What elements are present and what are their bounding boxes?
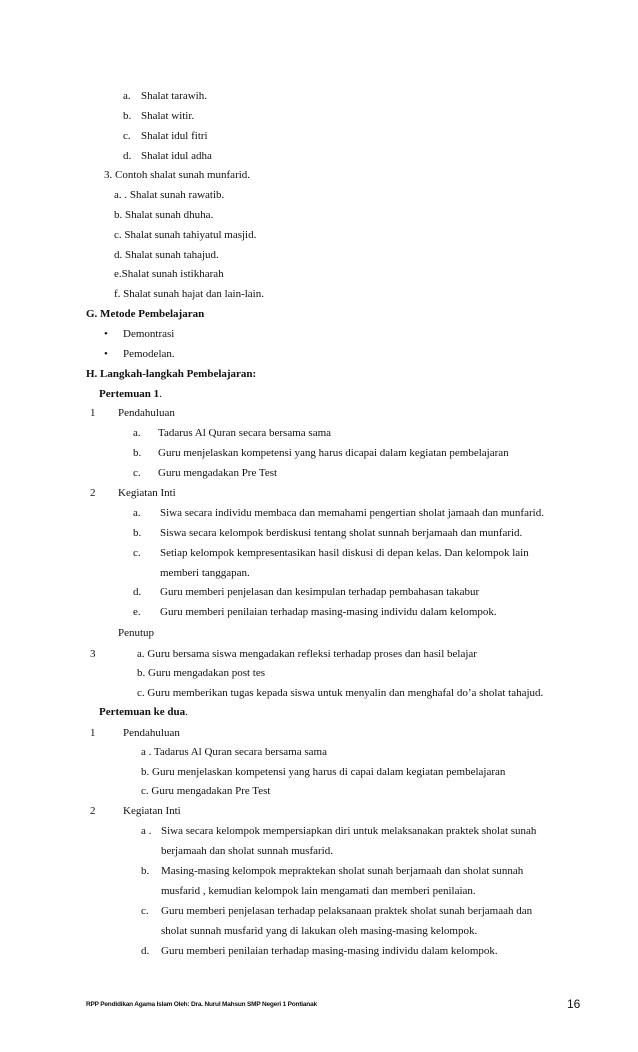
list-marker: a. [133,507,141,519]
list-marker: b. [133,527,142,539]
bullet-icon: • [104,328,108,340]
step-number: 2 [90,805,96,817]
section-heading: H. Langkah-langkah Pembelajaran: [86,368,257,380]
bullet-icon: • [104,348,108,360]
list-marker: a. [133,427,141,439]
list-item: e.Shalat sunah istikharah [114,268,224,280]
step-title: Pendahuluan [123,727,180,739]
list-item-continuation: musfarid , kemudian kelompok lain mengamati dan memberi penilaian. [161,885,476,897]
list-item: Tadarus Al Quran secara bersama sama [158,427,332,439]
step-number: 3 [90,648,96,660]
list-marker: c. [133,547,141,559]
list-item: Setiap kelompok kempresentasikan hasil diskusi di depan kelas. Dan kelompok lain [160,547,529,559]
list-item: Guru menjelaskan kompetensi yang harus dicapai dalam kegiatan pembelajaran [158,447,509,459]
step-title: Penutup [118,627,155,639]
list-item: b. Guru mengadakan post tes [137,667,265,679]
list-marker: b. [133,447,142,459]
list-item: Pemodelan. [123,348,175,360]
meeting-heading [99,387,162,401]
list-marker: b. [141,865,150,877]
list-item: a. . Shalat sunah rawatib. [114,189,225,201]
list-item: Guru memberi penilaian terhadap masing-masing individu dalam kelompok. [160,606,497,618]
list-item: a . Tadarus Al Quran secara bersama sama [141,746,327,758]
page-footer: RPP Pendidikan Agama Islam Oleh: Dra. Nurul Mahsun SMP Negeri 1 Pontianak [86,1001,317,1008]
list-marker: d. [133,586,142,598]
step-number: 1 [90,727,96,739]
list-item: d. Shalat sunah tahajud. [114,249,219,261]
meeting-title: Pertemuan ke dua [99,706,186,718]
list-marker: c. [133,467,141,479]
list-item: Shalat idul adha [141,150,212,162]
list-item: Masing-masing kelompok mepraktekan sholat sunah berjamaah dan sholat sunnah [161,865,524,877]
step-title: Pendahuluan [118,407,175,419]
meeting-heading [99,705,188,719]
list-marker: b. [123,110,132,122]
list-marker: c. [123,130,131,142]
page-number: 16 [567,997,581,1011]
step-title: Kegiatan Inti [123,805,181,817]
step-title: Kegiatan Inti [118,487,176,499]
list-item: f. Shalat sunah hajat dan lain-lain. [114,288,264,300]
section-heading: G. Metode Pembelajaran [86,308,205,320]
list-item: Siwa secara kelompok mempersiapkan diri untuk melaksanakan praktek sholat sunah [161,825,537,837]
list-item: Guru mengadakan Pre Test [158,467,278,479]
meeting-title-period: . [159,388,162,400]
list-item-continuation: sholat sunnah musfarid yang di lakukan oleh masing-masing kelompok. [161,925,478,937]
list-marker: d. [123,150,132,162]
list-marker: c. [141,905,149,917]
list-item: Demontrasi [123,328,175,340]
list-marker: e. [133,606,141,618]
list-item: c. Guru memberikan tugas kepada siswa untuk menyalin dan menghafal do’a sholat tahajud. [137,687,544,699]
list-marker: a. [123,90,131,102]
list-item: 3. Contoh shalat sunah munfarid. [104,169,251,181]
step-number: 2 [90,487,96,499]
list-item-continuation: berjamaah dan sholat sunnah musfarid. [161,845,333,857]
list-item: Guru memberi penjelasan terhadap pelaksanaan praktek sholat sunah berjamaah dan [161,905,533,917]
meeting-title-period: . [185,706,188,718]
list-item: c. Shalat sunah tahiyatul masjid. [114,229,257,241]
list-item: Shalat idul fitri [141,130,208,142]
list-item: Siwa secara individu membaca dan memahami pengertian sholat jamaah dan munfarid. [160,507,544,519]
meeting-title: Pertemuan 1 [99,388,160,400]
list-item: c. Guru mengadakan Pre Test [141,785,271,797]
list-item: Shalat witir. [141,110,195,122]
list-item: Shalat tarawih. [141,90,207,102]
list-marker: d. [141,945,150,957]
list-item: b. Guru menjelaskan kompetensi yang harus di capai dalam kegiatan pembelajaran [141,766,506,778]
list-item: b. Shalat sunah dhuha. [114,209,214,221]
list-item: Guru memberi penilaian terhadap masing-masing individu dalam kelompok. [161,945,498,957]
list-item: Siswa secara kelompok berdiskusi tentang sholat sunnah berjamaah dan munfarid. [160,527,523,539]
list-item: a. Guru bersama siswa mengadakan refleksi terhadap proses dan hasil belajar [137,648,477,660]
list-item-continuation: memberi tanggapan. [160,567,250,579]
list-marker: a . [141,825,152,837]
list-item: Guru memberi penjelasan dan kesimpulan terhadap pembahasan takabur [160,586,480,598]
step-number: 1 [90,407,96,419]
